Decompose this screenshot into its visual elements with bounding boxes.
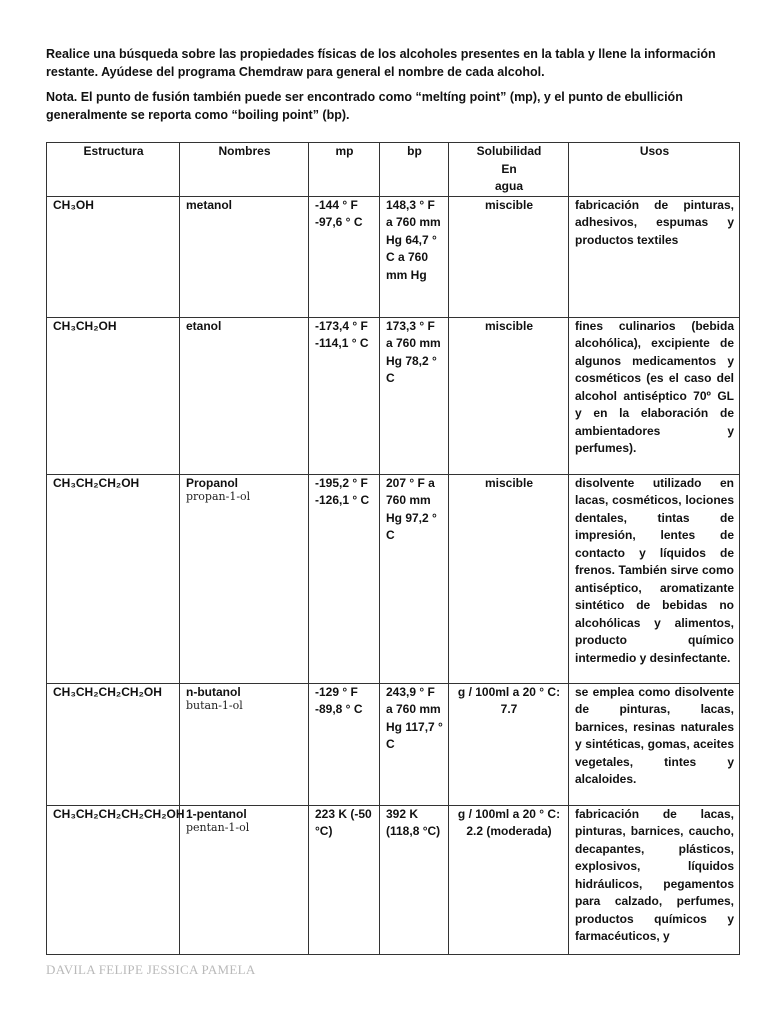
iupac-name: propan-1-ol <box>186 490 251 503</box>
iupac-name: pentan-1-ol <box>186 821 250 834</box>
usos-cell: disolvente utilizado en lacas, cosméticos, lociones dentales, tintas de impresión, lentes de contacto y líquidos de frenos. También sirve como antiséptico, aromatizante sintético de bebidas no alcohólicas y alimentos, producto químico intermedio y desinfectante. <box>569 474 740 683</box>
header-estructura: Estructura <box>47 143 180 197</box>
header-mp: mp <box>309 143 380 197</box>
header-bp: bp <box>380 143 449 197</box>
estructura-cell: CH₃CH₂OH <box>47 317 180 474</box>
instructions <box>46 46 746 132</box>
header-usos: Usos <box>569 143 740 197</box>
mp-cell: 223 K (-50 °C) <box>309 805 380 954</box>
author-footer: DAVILA FELIPE JESSICA PAMELA <box>46 962 256 977</box>
nombre-cell: etanol <box>180 317 309 474</box>
table-row <box>47 474 740 683</box>
table-row <box>47 805 740 954</box>
mp-cell: -173,4 ° F -114,1 ° C <box>309 317 380 474</box>
estructura-cell: CH₃CH₂CH₂CH₂CH₂OH <box>47 805 180 954</box>
table-row <box>47 683 740 805</box>
table-row <box>47 196 740 317</box>
usos-cell: fines culinarios (bebida alcohólica), excipiente de algunos medicamentos y cosméticos (es el caso del alcohol antiséptico 70º GL y en la elaboración de ambientadores y perfumes). <box>569 317 740 474</box>
table-header-row <box>47 143 740 197</box>
note-paragraph: Nota. El punto de fusión también puede ser encontrado como “meltíng point” (mp), y el punto de ebullición generalmente se reporta como “boiling point” (bp). <box>46 90 683 122</box>
nombre-cell: n-butanol butan-1-ol <box>180 683 309 805</box>
usos-cell: fabricación de pinturas, adhesivos, espumas y productos textiles <box>569 196 740 317</box>
solubilidad-cell: g / 100ml a 20 ° C: 2.2 (moderada) <box>449 805 569 954</box>
bp-cell: 207 ° F a 760 mm Hg 97,2 ° C <box>380 474 449 683</box>
estructura-cell: CH₃OH <box>47 196 180 317</box>
table-row <box>47 317 740 474</box>
mp-cell: -195,2 ° F -126,1 ° C <box>309 474 380 683</box>
header-nombres: Nombres <box>180 143 309 197</box>
bp-cell: 148,3 ° F a 760 mm Hg 64,7 ° C a 760 mm Hg <box>380 196 449 317</box>
alcohol-properties-table <box>46 142 740 955</box>
usos-cell: fabricación de lacas, pinturas, barnices, caucho, decapantes, plásticos, explosivos, líquidos hidráulicos, pegamentos para calzado, perfumes, productos químicos y farmacéuticos, y <box>569 805 740 954</box>
solubilidad-cell: miscible <box>449 474 569 683</box>
header-solubilidad: Solubilidad En agua <box>449 143 569 197</box>
solubilidad-cell: g / 100ml a 20 ° C: 7.7 <box>449 683 569 805</box>
estructura-cell: CH₃CH₂CH₂CH₂OH <box>47 683 180 805</box>
nombre-cell: metanol <box>180 196 309 317</box>
nombre-cell: Propanol propan-1-ol <box>180 474 309 683</box>
bp-cell: 173,3 ° F a 760 mm Hg 78,2 ° C <box>380 317 449 474</box>
usos-cell: se emplea como disolvente de pinturas, lacas, barnices, resinas naturales y sintéticas, gomas, aceites vegetales, tintes y alcaloides. <box>569 683 740 805</box>
bp-cell: 243,9 ° F a 760 mm Hg 117,7 ° C <box>380 683 449 805</box>
mp-cell: -129 ° F -89,8 ° C <box>309 683 380 805</box>
nombre-cell: 1-pentanol pentan-1-ol <box>180 805 309 954</box>
mp-cell: -144 ° F -97,6 ° C <box>309 196 380 317</box>
bp-cell: 392 K (118,8 °C) <box>380 805 449 954</box>
solubilidad-cell: miscible <box>449 317 569 474</box>
solubilidad-cell: miscible <box>449 196 569 317</box>
instruction-paragraph: Realice una búsqueda sobre las propiedades físicas de los alcoholes presentes en la tabla y llene la información restante. Ayúdese del programa Chemdraw para general el nombre de cada alcohol. <box>46 47 716 79</box>
estructura-cell: CH₃CH₂CH₂OH <box>47 474 180 683</box>
iupac-name: butan-1-ol <box>186 699 243 712</box>
